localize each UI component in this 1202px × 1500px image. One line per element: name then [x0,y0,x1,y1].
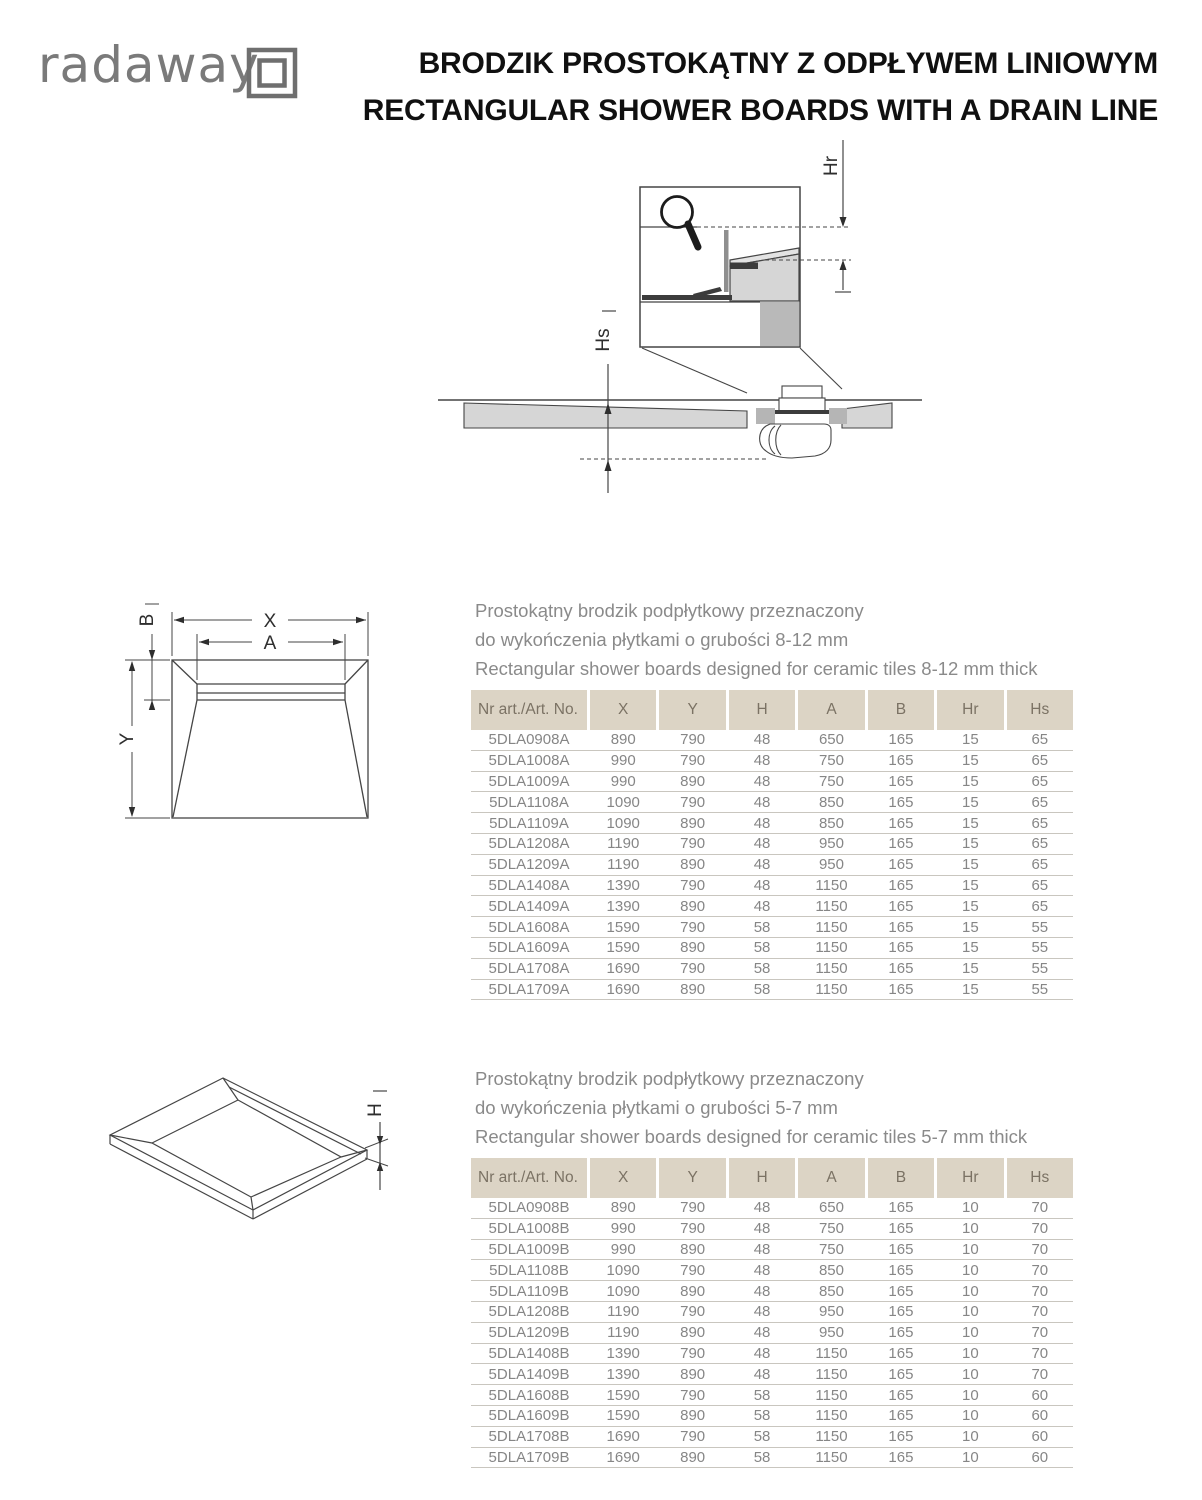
radaway-logo-text: radaway [38,36,260,94]
column-header: Nr art./Art. No. [471,690,587,730]
article-number-cell: 5DLA1209B [488,1324,570,1342]
value-cell: 55 [1031,980,1049,998]
value-cell: 1150 [815,1386,848,1404]
value-cell: 990 [610,1240,636,1258]
article-number-cell: 5DLA1209A [488,856,570,874]
value-cell: 65 [1031,793,1049,811]
label-y: Y [117,732,138,746]
value-cell: 165 [888,1407,914,1425]
article-number-cell: 5DLA1108A [489,793,569,811]
value-cell: 1090 [606,1282,640,1300]
value-cell: 165 [888,1220,914,1238]
table-row [471,751,1073,772]
value-cell: 58 [753,918,771,936]
value-cell: 15 [962,793,979,811]
value-cell: 10 [962,1303,979,1321]
value-cell: 890 [680,980,706,998]
value-cell: 10 [962,1386,979,1404]
value-cell: 1690 [606,960,640,978]
table-row [471,1198,1073,1219]
value-cell: 48 [753,772,771,790]
value-cell: 890 [680,1448,706,1466]
table-body [471,730,1073,1000]
value-cell: 65 [1031,856,1049,874]
article-number-cell: 5DLA0908B [488,1199,570,1217]
value-cell: 1590 [606,1407,640,1425]
article-number-cell: 5DLA1008A [488,752,570,770]
value-cell: 890 [680,814,706,832]
value-cell: 48 [753,1365,771,1383]
value-cell: 48 [753,835,771,853]
value-cell: 48 [753,1220,771,1238]
article-number-cell: 5DLA1608B [488,1386,570,1404]
table-row [471,834,1073,855]
table-row [471,772,1073,793]
value-cell: 1590 [606,918,640,936]
value-cell: 790 [680,1386,706,1404]
value-cell: 70 [1031,1324,1049,1342]
value-cell: 15 [962,918,979,936]
column-header: A [798,1158,864,1198]
label-x: X [263,611,277,632]
value-cell: 890 [680,856,706,874]
page-title [340,40,1158,134]
article-number-cell: 5DLA1709B [488,1448,570,1466]
value-cell: 10 [962,1365,979,1383]
value-cell: 850 [818,1282,844,1300]
article-number-cell: 5DLA1109A [489,814,569,832]
value-cell: 1150 [815,980,848,998]
value-cell: 165 [888,814,914,832]
value-cell: 1150 [815,876,848,894]
article-number-cell: 5DLA0908A [488,731,570,749]
section2-desc-pl-line1: Prostokątny brodzik podpłytkowy przeznaczony [475,1068,864,1089]
value-cell: 165 [888,876,914,894]
article-number-cell: 5DLA1708A [488,960,570,978]
value-cell: 850 [818,814,844,832]
value-cell: 790 [680,1199,706,1217]
value-cell: 1150 [815,1448,848,1466]
section1-desc-pl-line2: do wykończenia płytkami o grubości 8-12 mm [475,629,849,650]
value-cell: 10 [962,1324,979,1342]
value-cell: 48 [753,876,771,894]
article-number-cell: 5DLA1109B [489,1282,569,1300]
value-cell: 60 [1031,1407,1049,1425]
value-cell: 990 [610,752,636,770]
value-cell: 165 [888,980,914,998]
table-row [471,959,1073,980]
value-cell: 65 [1031,897,1049,915]
value-cell: 790 [680,1261,706,1279]
article-number-cell: 5DLA1708B [488,1428,570,1446]
value-cell: 70 [1031,1220,1049,1238]
value-cell: 165 [888,1386,914,1404]
article-number-cell: 5DLA1408A [488,876,570,894]
table-body [471,1198,1073,1468]
column-header: H [729,1158,795,1198]
value-cell: 950 [818,835,844,853]
value-cell: 165 [888,1324,914,1342]
value-cell: 70 [1031,1282,1049,1300]
value-cell: 65 [1031,772,1049,790]
value-cell: 1390 [606,1344,640,1362]
value-cell: 1150 [815,918,848,936]
label-a: A [263,633,277,654]
value-cell: 790 [680,918,706,936]
value-cell: 750 [818,1220,844,1238]
value-cell: 1090 [606,814,640,832]
table-row [471,1260,1073,1281]
value-cell: 890 [680,772,706,790]
value-cell: 70 [1031,1344,1049,1362]
article-number-cell: 5DLA1208A [488,835,570,853]
table-row [471,1240,1073,1261]
value-cell: 750 [818,752,844,770]
value-cell: 165 [888,1199,914,1217]
table-row [471,1219,1073,1240]
table-row [471,855,1073,876]
label-b: B [137,613,158,627]
value-cell: 48 [753,1240,771,1258]
value-cell: 48 [753,731,771,749]
table-row [471,1302,1073,1323]
table-row [471,792,1073,813]
value-cell: 55 [1031,918,1049,936]
article-number-cell: 5DLA1008B [488,1220,570,1238]
section1-desc-en: Rectangular shower boards designed for ceramic tiles 8-12 mm thick [475,658,1038,679]
table-row [471,730,1073,751]
value-cell: 60 [1031,1386,1049,1404]
value-cell: 165 [888,1240,914,1258]
value-cell: 48 [753,856,771,874]
value-cell: 890 [610,1199,636,1217]
value-cell: 1590 [606,1386,640,1404]
value-cell: 165 [888,835,914,853]
value-cell: 15 [962,897,979,915]
value-cell: 850 [818,793,844,811]
value-cell: 60 [1031,1448,1049,1466]
dimension-hs [593,311,616,493]
value-cell: 790 [680,1344,706,1362]
value-cell: 55 [1031,960,1049,978]
article-number-cell: 5DLA1608A [488,918,570,936]
value-cell: 850 [818,1261,844,1279]
value-cell: 48 [753,793,771,811]
table-row [471,813,1073,834]
value-cell: 10 [962,1240,979,1258]
value-cell: 890 [680,1324,706,1342]
value-cell: 10 [962,1261,979,1279]
value-cell: 10 [962,1428,979,1446]
value-cell: 48 [753,1303,771,1321]
column-header: X [590,1158,656,1198]
value-cell: 165 [888,752,914,770]
value-cell: 165 [888,939,914,957]
dimension-hr [821,140,851,292]
value-cell: 165 [888,1344,914,1362]
value-cell: 165 [888,1261,914,1279]
value-cell: 890 [680,897,706,915]
table-row [471,1385,1073,1406]
page-title-en: RECTANGULAR SHOWER BOARDS WITH A DRAIN LINE [362,94,1158,127]
table-row [471,1344,1073,1365]
section2-description [475,1064,864,1122]
value-cell: 950 [818,1324,844,1342]
value-cell: 58 [753,960,771,978]
value-cell: 70 [1031,1240,1049,1258]
column-header: Y [659,690,725,730]
value-cell: 58 [753,1386,771,1404]
value-cell: 10 [962,1220,979,1238]
value-cell: 650 [818,731,844,749]
article-number-cell: 5DLA1409A [488,897,570,915]
page-title-pl: BRODZIK PROSTOKĄTNY Z ODPŁYWEM LINIOWYM [418,47,1158,80]
column-header: Hs [1007,690,1073,730]
section1-desc-pl-line1: Prostokątny brodzik podpłytkowy przeznaczony [475,600,864,621]
article-number-cell: 5DLA1709A [488,980,570,998]
column-header: Hr [937,1158,1003,1198]
value-cell: 15 [962,876,979,894]
value-cell: 48 [753,814,771,832]
value-cell: 1690 [606,980,640,998]
value-cell: 790 [680,793,706,811]
column-header: X [590,690,656,730]
section1-description [475,596,864,654]
value-cell: 1390 [606,876,640,894]
value-cell: 1090 [606,1261,640,1279]
table-row [471,938,1073,959]
value-cell: 165 [888,731,914,749]
value-cell: 55 [1031,939,1049,957]
drain-cross-section-drawing [430,140,930,505]
value-cell: 1150 [815,1365,848,1383]
value-cell: 1150 [815,897,848,915]
radaway-logo-square-icon [246,47,298,99]
value-cell: 58 [753,1428,771,1446]
value-cell: 1150 [815,1344,848,1362]
value-cell: 15 [962,939,979,957]
column-header: Hs [1007,1158,1073,1198]
value-cell: 790 [680,1220,706,1238]
value-cell: 890 [610,731,636,749]
article-number-cell: 5DLA1409B [488,1365,570,1383]
column-header: H [729,690,795,730]
value-cell: 1390 [606,897,640,915]
value-cell: 65 [1031,814,1049,832]
column-header: B [868,690,934,730]
value-cell: 15 [962,856,979,874]
value-cell: 48 [753,897,771,915]
table-row [471,876,1073,897]
value-cell: 1690 [606,1428,640,1446]
value-cell: 165 [888,960,914,978]
value-cell: 1390 [606,1365,640,1383]
value-cell: 165 [888,1428,914,1446]
value-cell: 790 [680,731,706,749]
value-cell: 48 [753,1324,771,1342]
value-cell: 15 [962,752,979,770]
value-cell: 990 [610,1220,636,1238]
value-cell: 15 [962,772,979,790]
value-cell: 48 [753,752,771,770]
value-cell: 750 [818,1240,844,1258]
value-cell: 65 [1031,731,1049,749]
value-cell: 950 [818,856,844,874]
value-cell: 15 [962,960,979,978]
article-number-cell: 5DLA1609A [488,939,570,957]
column-header: B [868,1158,934,1198]
value-cell: 1150 [815,939,848,957]
value-cell: 1150 [815,1407,848,1425]
value-cell: 15 [962,731,979,749]
value-cell: 58 [753,980,771,998]
table-row [471,1281,1073,1302]
spec-table-8-12mm [471,690,1073,1000]
value-cell: 15 [962,814,979,832]
value-cell: 790 [680,752,706,770]
column-header: Y [659,1158,725,1198]
value-cell: 1190 [607,1303,640,1321]
dimension-h [365,1091,388,1190]
value-cell: 65 [1031,835,1049,853]
value-cell: 1190 [607,835,640,853]
value-cell: 10 [962,1448,979,1466]
value-cell: 165 [888,856,914,874]
value-cell: 890 [680,1365,706,1383]
spec-table-5-7mm [471,1158,1073,1468]
value-cell: 58 [753,1448,771,1466]
value-cell: 48 [753,1199,771,1217]
value-cell: 10 [962,1407,979,1425]
value-cell: 58 [753,939,771,957]
article-number-cell: 5DLA1009B [488,1240,570,1258]
value-cell: 165 [888,1365,914,1383]
value-cell: 1190 [607,856,640,874]
value-cell: 1590 [606,939,640,957]
value-cell: 70 [1031,1199,1049,1217]
value-cell: 58 [753,1407,771,1425]
value-cell: 790 [680,1428,706,1446]
value-cell: 1090 [606,793,640,811]
value-cell: 10 [962,1344,979,1362]
article-number-cell: 5DLA1208B [488,1303,570,1321]
column-header: Hr [937,690,1003,730]
value-cell: 70 [1031,1303,1049,1321]
value-cell: 15 [962,835,979,853]
value-cell: 1190 [607,1324,640,1342]
value-cell: 10 [962,1199,979,1217]
value-cell: 790 [680,835,706,853]
table-row [471,1427,1073,1448]
column-header: A [798,690,864,730]
value-cell: 65 [1031,752,1049,770]
value-cell: 165 [888,1448,914,1466]
value-cell: 70 [1031,1261,1049,1279]
value-cell: 790 [680,960,706,978]
label-hr: Hr [821,155,842,177]
plan-view-drawing [100,588,400,840]
value-cell: 790 [680,876,706,894]
column-header: Nr art./Art. No. [471,1158,587,1198]
value-cell: 890 [680,1407,706,1425]
value-cell: 165 [888,793,914,811]
value-cell: 750 [818,772,844,790]
value-cell: 950 [818,1303,844,1321]
value-cell: 65 [1031,876,1049,894]
value-cell: 650 [818,1199,844,1217]
table-header-row [471,690,1073,730]
article-number-cell: 5DLA1609B [488,1407,570,1425]
value-cell: 48 [753,1282,771,1300]
table-row [471,1364,1073,1385]
value-cell: 165 [888,918,914,936]
table-header-row [471,1158,1073,1198]
value-cell: 790 [680,1303,706,1321]
table-row [471,1406,1073,1427]
value-cell: 1150 [815,960,848,978]
value-cell: 48 [753,1261,771,1279]
value-cell: 890 [680,1282,706,1300]
article-number-cell: 5DLA1108B [489,1261,569,1279]
table-row [471,917,1073,938]
value-cell: 70 [1031,1365,1049,1383]
value-cell: 1690 [606,1448,640,1466]
value-cell: 1150 [815,1428,848,1446]
label-h: H [365,1103,386,1117]
value-cell: 10 [962,1282,979,1300]
section2-desc-pl-line2: do wykończenia płytkami o grubości 5-7 mm [475,1097,838,1118]
table-row [471,1448,1073,1469]
label-hs: Hs [593,328,614,352]
section2-desc-en: Rectangular shower boards designed for ceramic tiles 5-7 mm thick [475,1126,1028,1147]
value-cell: 890 [680,939,706,957]
value-cell: 165 [888,1303,914,1321]
value-cell: 15 [962,980,979,998]
table-row [471,896,1073,917]
table-row [471,980,1073,1001]
value-cell: 165 [888,1282,914,1300]
article-number-cell: 5DLA1408B [488,1344,570,1362]
table-row [471,1323,1073,1344]
value-cell: 990 [610,772,636,790]
value-cell: 60 [1031,1428,1049,1446]
value-cell: 48 [753,1344,771,1362]
isometric-view-drawing [90,1058,420,1280]
article-number-cell: 5DLA1009A [488,772,570,790]
value-cell: 165 [888,772,914,790]
value-cell: 890 [680,1240,706,1258]
value-cell: 165 [888,897,914,915]
